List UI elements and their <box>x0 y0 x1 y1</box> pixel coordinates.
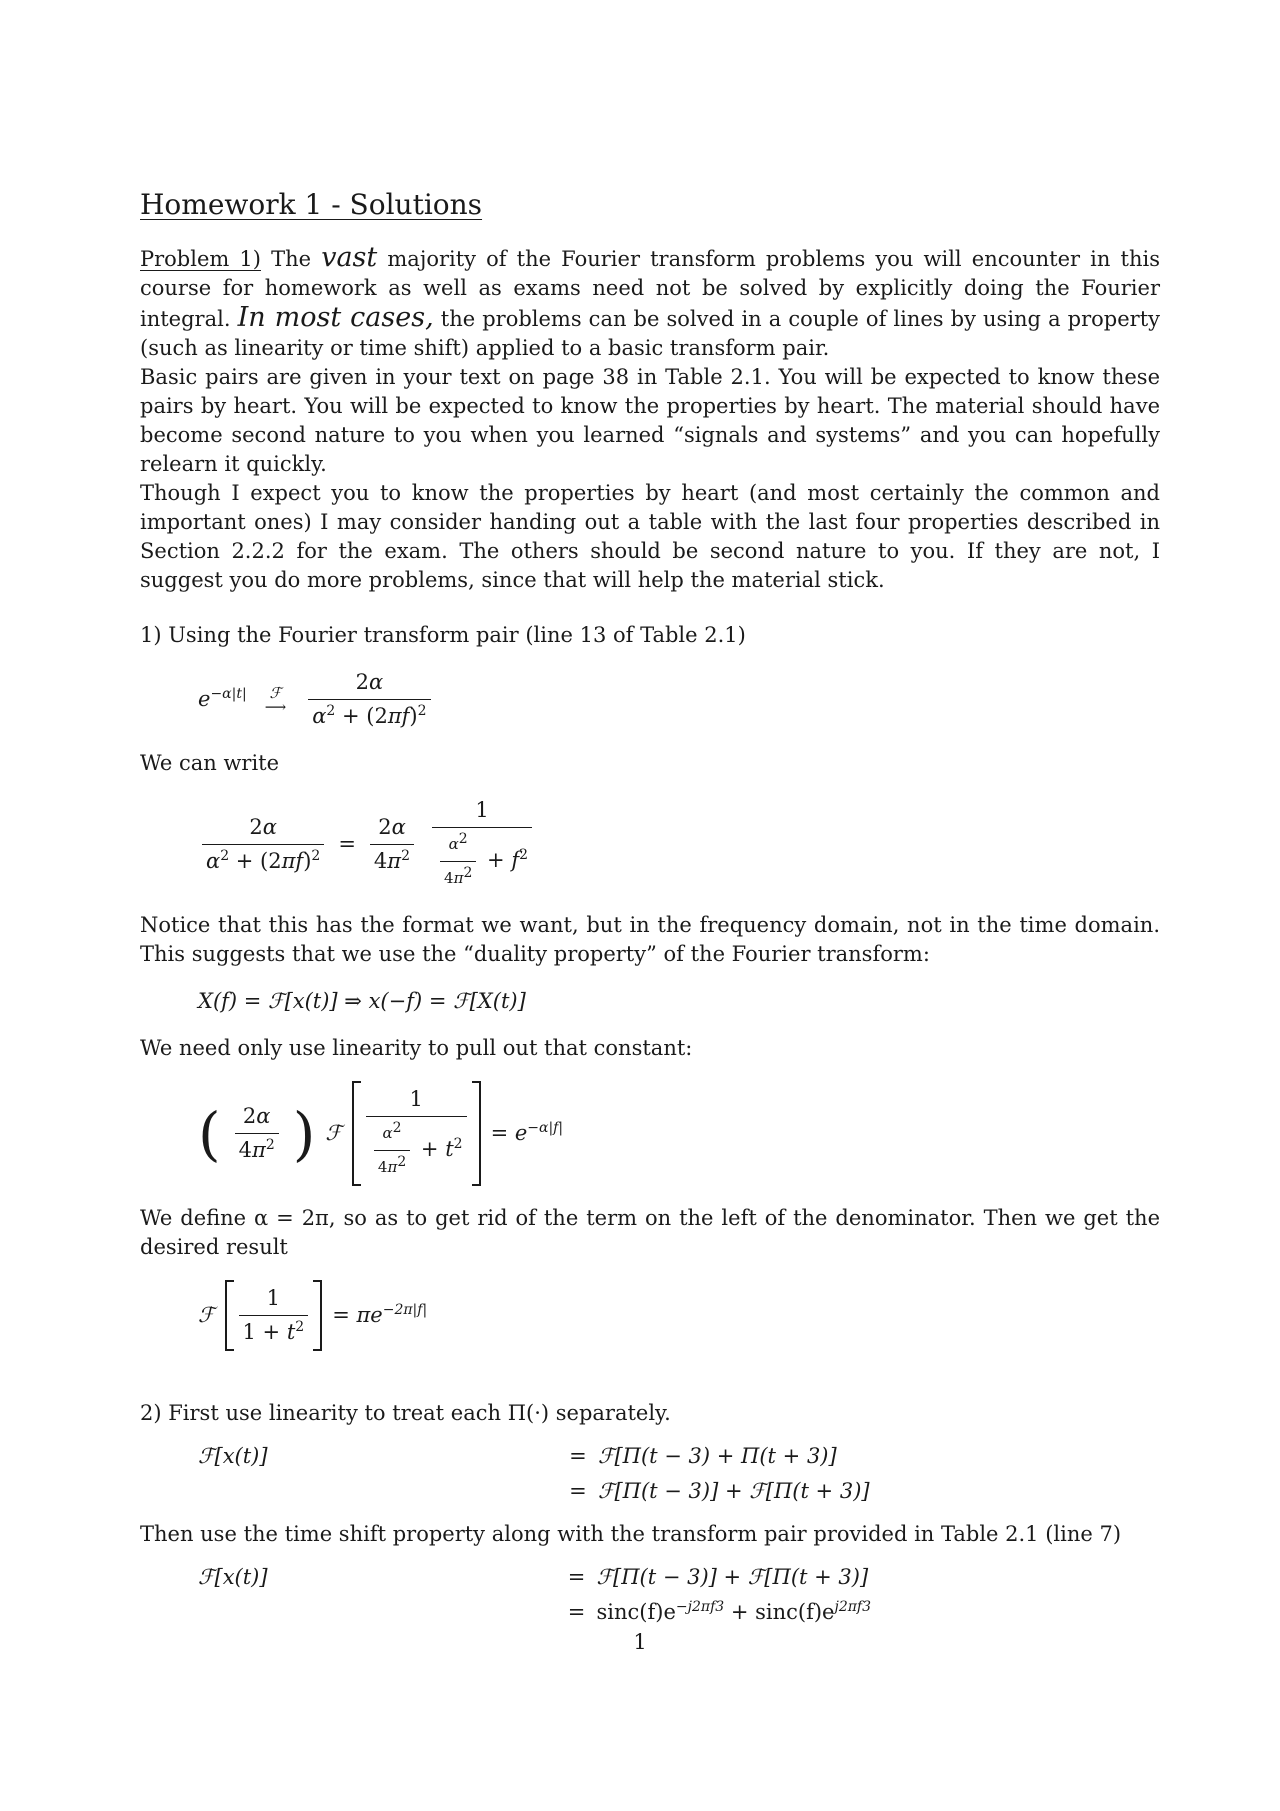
eq2-rhs-2 <box>597 1598 1160 1627</box>
eq1-rhs-2: ℱ[Π(t − 3)] + ℱ[Π(t + 3)] <box>597 1479 870 1503</box>
intro-paragraph-2: Basic pairs are given in your text on page 38 in Table 2.1. You will be expected to know these pairs by heart. You will be expected to know the properties by heart. The material should have become second nature to you when you learned “signals and systems” and you can hopefully relearn it quickly. <box>140 365 1160 476</box>
eq2-equals-1: = <box>567 1565 586 1589</box>
eq1-rhs-1: ℱ[Π(t − 3) + Π(t + 3)] <box>597 1444 837 1468</box>
intro-text-a: The <box>271 247 312 271</box>
intro-text-c: the problems can be solved in a couple of lines by using a property (such as linearity or time shift) applied to a basic transform pair. <box>140 307 1160 360</box>
linearity-text: We need only use linearity to pull out that constant: <box>140 1036 693 1060</box>
eq1-equals-1: = <box>569 1444 587 1468</box>
eq2-rhs-2-term-b: + sinc(f)e <box>724 1600 835 1624</box>
linearity-aligned-equations <box>198 1442 1160 1506</box>
page-title: Homework 1 - Solutions <box>140 188 483 221</box>
timeshift-aligned-equations <box>198 1563 1160 1627</box>
part1-section <box>140 621 1160 1351</box>
problem-label: Problem 1) <box>140 247 261 271</box>
part2-section <box>140 1399 1160 1627</box>
rewrite-equation: $\frac{2\alpha}{\alpha^2 + (2\pi f)^2}$ = $\frac{2\alpha}{4\pi^2}$ 1 $\frac{\alpha 2}{4\pi 2}$ + $f^2$ <box>198 796 1160 893</box>
eq1-equals-2: = <box>569 1479 587 1503</box>
intro-emphasis-vast: vast <box>321 242 378 273</box>
page-number: 1 <box>633 1630 647 1654</box>
intro-paragraph-1 <box>140 243 1160 363</box>
intro-emphasis-in-most-cases: In most cases, <box>237 302 434 333</box>
intro-paragraph-3: Though I expect you to know the properties by heart (and most certainly the common and important ones) I may consider handing out a table with the last four properties described in Section 2.2.2 for the exam. The others should be second nature to you. If they are not, I suggest you do more problems, since that will help the material stick. <box>140 481 1160 592</box>
eq2-lhs: ℱ[x(t)] <box>198 1565 268 1589</box>
part2-heading: 2) First use linearity to treat each Π(·) separately. <box>140 1401 671 1425</box>
define-alpha-paragraph: We define α = 2π, so as to get rid of the term on the left of the denominator. Then we get the desired result <box>140 1206 1160 1259</box>
eq2-equals-2: = <box>567 1600 586 1624</box>
eq2-rhs-2-exp-1: −j2πf3 <box>675 1599 725 1615</box>
eq2-rhs-1: ℱ[Π(t − 3)] + ℱ[Π(t + 3)] <box>596 1565 869 1589</box>
linearity-equation: ( $\frac{2\alpha}{4\pi^2}$ ) ℱ 1 $\frac{\alpha 2}{4\pi 2}$ + $t^2$ = $e^{-\alpha|f|}$ <box>198 1081 1160 1186</box>
document-page <box>140 190 1160 1641</box>
notice-paragraph: Notice that this has the format we want, but in the frequency domain, not in the time domain. This suggests that we use the “duality property” of the Fourier transform: <box>140 913 1160 966</box>
duality-equation: X(f) = ℱ[x(t)] ⇒ x(−f) = ℱ[X(t)] <box>198 989 526 1013</box>
eq2-rhs-2-exp-2: j2πf3 <box>834 1599 872 1615</box>
part1-heading: 1) Using the Fourier transform pair (line 13 of Table 2.1) <box>140 623 746 647</box>
eq2-rhs-2-term-a: sinc(f)e <box>596 1600 676 1624</box>
transform-pair-equation: $e^{-\alpha|t|}$ ℱ ⟶ $\frac{2\alpha}{\alpha^2 + (2\pi f)^2}$ <box>198 668 1160 731</box>
then-use-text: Then use the time shift property along with the transform pair provided in Table 2.1 (line 7) <box>140 1522 1122 1546</box>
we-can-write-text: We can write <box>140 751 280 775</box>
result-equation: ℱ $\frac{1}{1 + t^2}$ = $\pi e^{-2\pi|f|}$ <box>198 1280 1160 1351</box>
fourier-arrow-icon: ℱ ⟶ <box>264 683 287 716</box>
eq1-lhs: ℱ[x(t)] <box>198 1444 268 1468</box>
intro-text-b: majority of the Fourier transform problems you will encounter in this course for homework as well as exams need not be solved by explicitly doing the Fourier integral. <box>140 247 1160 331</box>
